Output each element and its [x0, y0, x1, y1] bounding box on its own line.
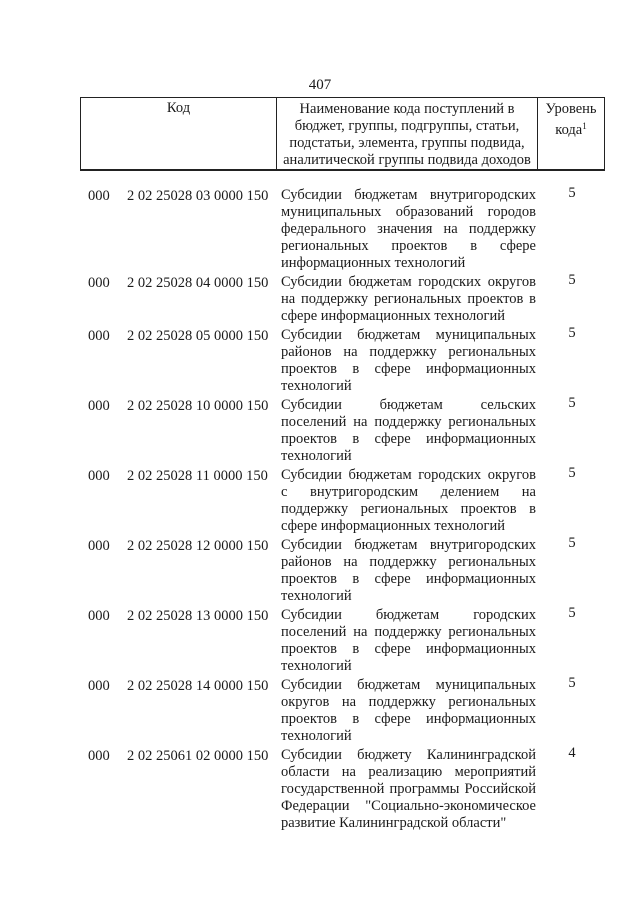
row-level: 5: [568, 535, 576, 551]
row-revenue-code: 2 02 25028 12 0000 150: [127, 538, 269, 554]
header-level-label: Уровень кода: [545, 101, 597, 138]
row-level: 5: [568, 272, 576, 288]
row-level: 5: [568, 325, 576, 341]
header-level-footnote: 1: [582, 121, 587, 131]
row-revenue-code: 2 02 25028 03 0000 150: [127, 188, 269, 204]
row-name: Субсидии бюджетам городских округов с внутригородским делением на поддержку региональных проектов в сфере информационных технологий: [281, 467, 536, 534]
header-name: Наименование кода поступлений в бюджет, группы, подгруппы, статьи, подстатьи, элемента, группы подвида, аналитической группы подвида доходов: [276, 98, 538, 170]
row-level: 4: [568, 745, 576, 761]
header-level: [538, 98, 604, 170]
table-row: [0, 677, 640, 745]
row-name: Субсидии бюджетам муниципальных районов на поддержку региональных проектов в сфере информационных технологий: [281, 327, 536, 394]
row-name: Субсидии бюджетам городских округов на поддержку региональных проектов в сфере информационных технологий: [281, 274, 536, 324]
row-revenue-code: 2 02 25061 02 0000 150: [127, 748, 269, 764]
row-level: 5: [568, 395, 576, 411]
table-row: [0, 187, 640, 272]
header-code: Код: [166, 100, 191, 116]
row-level: 5: [568, 465, 576, 481]
row-level: 5: [568, 675, 576, 691]
row-name: Субсидии бюджетам городских поселений на поддержку региональных проектов в сфере информационных технологий: [281, 607, 536, 674]
table-body: [0, 187, 640, 834]
row-level: 5: [568, 185, 576, 201]
row-admin-code: 000: [88, 748, 110, 764]
table-header: [80, 97, 605, 169]
row-admin-code: 000: [88, 328, 110, 344]
row-level: 5: [568, 605, 576, 621]
row-admin-code: 000: [88, 608, 110, 624]
row-revenue-code: 2 02 25028 05 0000 150: [127, 328, 269, 344]
row-name: Субсидии бюджетам внутригородских районов на поддержку региональных проектов в сфере информационных технологий: [281, 537, 536, 604]
row-admin-code: 000: [88, 678, 110, 694]
row-revenue-code: 2 02 25028 04 0000 150: [127, 275, 269, 291]
row-name: Субсидии бюджетам внутригородских муниципальных образований городов федерального значения на поддержку региональных проектов в сфере информационных технологий: [281, 187, 536, 271]
row-admin-code: 000: [88, 468, 110, 484]
table-row: [0, 274, 640, 325]
row-revenue-code: 2 02 25028 14 0000 150: [127, 678, 269, 694]
row-name: Субсидии бюджетам сельских поселений на поддержку региональных проектов в сфере информационных технологий: [281, 397, 536, 464]
row-admin-code: 000: [88, 188, 110, 204]
table-row: [0, 607, 640, 675]
page-number: 407: [308, 77, 332, 93]
row-revenue-code: 2 02 25028 11 0000 150: [127, 468, 268, 484]
row-admin-code: 000: [88, 275, 110, 291]
table-row: [0, 397, 640, 465]
header-double-rule: [80, 169, 605, 171]
row-revenue-code: 2 02 25028 10 0000 150: [127, 398, 269, 414]
row-admin-code: 000: [88, 398, 110, 414]
table-row: [0, 327, 640, 395]
table-row: [0, 747, 640, 832]
row-revenue-code: 2 02 25028 13 0000 150: [127, 608, 269, 624]
table-row: [0, 537, 640, 605]
table-row: [0, 467, 640, 535]
row-name: Субсидии бюджету Калининградской области на реализацию мероприятий государственной программы Российской Федерации "Социально-экономическое развитие Калининградской области": [281, 747, 536, 831]
row-admin-code: 000: [88, 538, 110, 554]
row-name: Субсидии бюджетам муниципальных округов на поддержку региональных проектов в сфере информационных технологий: [281, 677, 536, 744]
